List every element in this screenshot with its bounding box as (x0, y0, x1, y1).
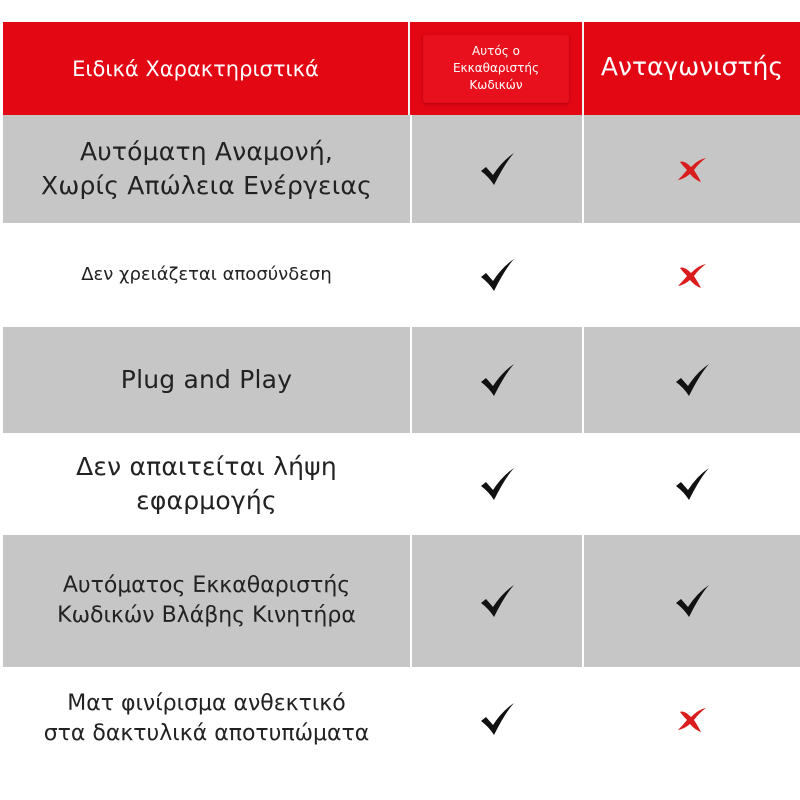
competitor-check-cell (584, 433, 800, 535)
competitor-check-cell (584, 535, 800, 667)
check-icon (672, 464, 712, 504)
feature-line: Κωδικών Βλάβης Κινητήρα (57, 603, 356, 628)
ours-check-cell (410, 433, 584, 535)
feature-auto-standby (3, 115, 410, 223)
check-icon (477, 149, 517, 189)
check-icon (477, 581, 517, 621)
feature-column-title: Ειδικά Χαρακτηριστικά (72, 56, 319, 81)
comparison-table (3, 22, 800, 770)
feature-line: Αυτόματη Αναμονή, (79, 137, 334, 167)
ours-column-badge (423, 35, 569, 103)
header-competitor (584, 22, 800, 115)
feature-line: Δεν απαιτείται λήψη (76, 452, 337, 482)
cross-icon (675, 260, 709, 290)
feature-line: Αυτόματος Εκκαθαριστής (62, 573, 351, 599)
competitor-column-title: Ανταγωνιστής (600, 52, 784, 81)
feature-auto-code-clearer (3, 535, 410, 667)
ours-label-line-3: Κωδικών (469, 78, 523, 92)
check-icon (672, 581, 712, 621)
feature-plug-and-play (3, 327, 410, 433)
competitor-check-cell (584, 327, 800, 433)
feature-line: Ματ φινίρισμα ανθεκτικό (67, 690, 346, 716)
ours-check-cell (410, 327, 584, 433)
ours-check-cell (410, 115, 584, 223)
ours-label-line-2: Εκκαθαριστής (452, 61, 540, 75)
competitor-cross-cell (584, 223, 800, 327)
feature-line: Δεν χρειάζεται αποσύνδεση (71, 257, 342, 293)
header-ours (410, 22, 584, 115)
ours-label-line-1: Αυτός ο (472, 44, 520, 58)
ours-check-cell (410, 667, 584, 770)
feature-no-unplug (3, 223, 410, 327)
feature-matte-finish (3, 667, 410, 770)
check-icon (477, 699, 517, 739)
feature-line: Χωρίς Απώλεια Ενέργειας (41, 171, 372, 200)
check-icon (477, 360, 517, 400)
check-icon (672, 360, 712, 400)
check-icon (477, 464, 517, 504)
check-icon (477, 255, 517, 295)
competitor-cross-cell (584, 667, 800, 770)
competitor-cross-cell (584, 115, 800, 223)
header-feature-label (3, 22, 410, 115)
feature-line: Plug and Play (120, 365, 293, 395)
cross-icon (675, 154, 709, 184)
ours-check-cell (410, 535, 584, 667)
feature-line: στα δακτυλικά αποτυπώματα (43, 720, 370, 746)
feature-line: εφαρμογής (136, 486, 277, 515)
feature-no-app-download (3, 433, 410, 535)
ours-check-cell (410, 223, 584, 327)
cross-icon (675, 704, 709, 734)
